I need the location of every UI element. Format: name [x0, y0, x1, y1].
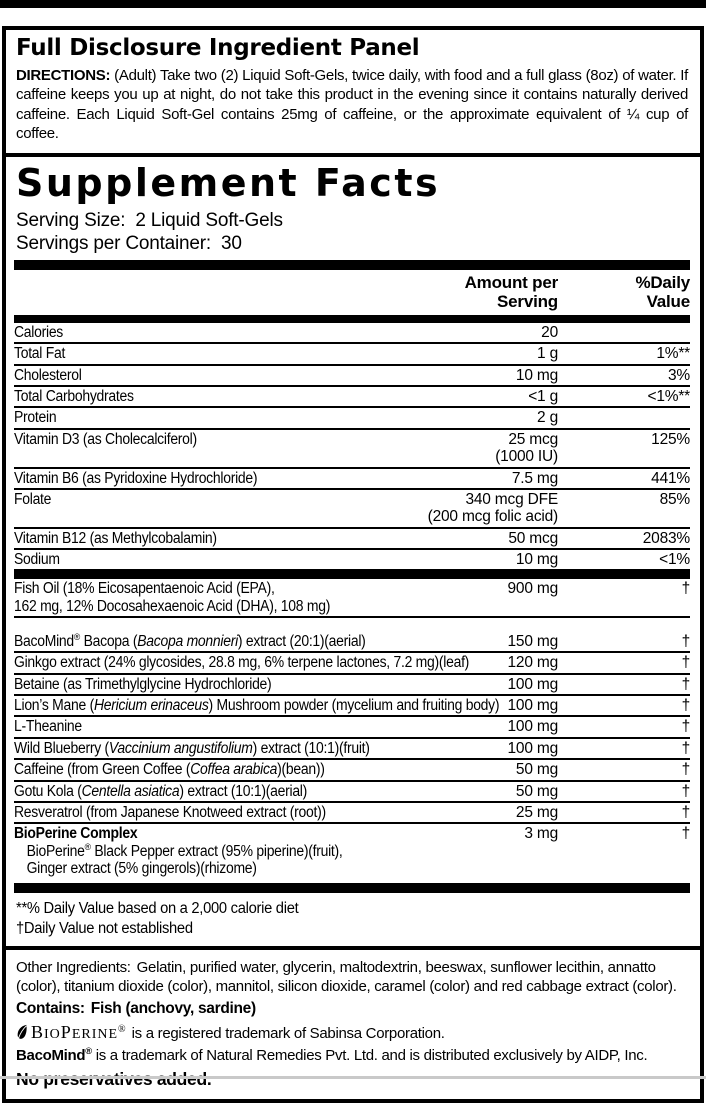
amount-cell: 7.5 mg — [511, 469, 558, 487]
amount-per-serving-header: Amount per Serving — [464, 272, 558, 311]
daily-value-cell: <1% — [659, 550, 690, 568]
nutrient-row — [14, 469, 690, 490]
daily-value-cell: † — [681, 739, 690, 757]
nutrient-row — [14, 490, 690, 529]
amount-cell: 3 mg — [524, 825, 558, 843]
registered-mark: ® — [118, 1023, 127, 1035]
ingredient-name: Vitamin B12 (as Methylcobalamin) — [14, 529, 217, 547]
amount-cell: 20 — [541, 324, 558, 341]
daily-value-cell: † — [681, 825, 690, 843]
daily-value-cell: † — [681, 580, 690, 598]
ingredient-row — [14, 632, 690, 653]
ingredient-row — [14, 675, 690, 696]
nutrient-row — [14, 366, 690, 387]
ingredient-name: Total Carbohydrates — [14, 388, 134, 406]
servings-per-container-value: 30 — [221, 232, 242, 254]
amount-cell: 2 g — [537, 409, 558, 427]
ingredient-name: Resveratrol (from Japanese Knotweed extract (root)) — [14, 803, 326, 821]
ingredient-name: Vitamin D3 (as Cholecalciferol) — [14, 430, 197, 448]
amount-cell: 340 mcg DFE (200 mcg folic acid) — [427, 490, 558, 526]
fish-oil-row — [14, 579, 690, 618]
nutrient-row — [14, 408, 690, 429]
bottom-edge-line — [0, 1076, 706, 1079]
bacomind-trademark-line: BacoMind® is a trademark of Natural Remedies Pvt. Ltd. and is distributed exclusively by AIDP, Inc. — [16, 1046, 648, 1065]
panel-title: Full Disclosure Ingredient Panel — [16, 35, 420, 61]
daily-value-cell: 85% — [659, 490, 690, 508]
daily-value-cell: † — [681, 675, 690, 693]
amount-cell: 100 mg — [507, 697, 558, 715]
ingredient-name: Fish Oil (18% Eicosapentaenoic Acid (EPA), 162 mg, 12% Docosahexaenoic Acid (DHA), 108 mg) — [14, 580, 331, 615]
daily-value-cell: † — [681, 803, 690, 821]
amount-cell: 100 mg — [507, 718, 558, 736]
divider-bar-thick — [14, 260, 690, 270]
botanical-rows — [14, 632, 690, 878]
directions-body: (Adult) Take two (2) Liquid Soft-Gels, twice daily, with food and a full glass (8oz) of water. If caffeine keeps you up at night, do not take this product in the evening since it contains naturally derived caffeine. Each Liquid Soft-Gel contains 25mg of caffeine, or the approximate equivalent of ¼ cup of coffee. — [16, 66, 688, 143]
other-ingredients-text: Gelatin, purified water, glycerin, maltodextrin, beeswax, sunflower lecithin, annatto (color), titanium dioxide (color), mannitol, silicon dioxide, caramel (color) and red cabbage extract (color). — [16, 958, 677, 996]
ingredient-name: Protein — [14, 409, 57, 427]
ingredient-sub-line: BioPerine® Black Pepper extract (95% piperine)(fruit), — [26, 841, 343, 860]
directions-label: DIRECTIONS: — [16, 66, 111, 84]
ingredient-name: BioPerine Complex BioPerine® Black Pepper extract (95% piperine)(fruit), Ginger extract (5% gingerols)(rhizome) — [14, 825, 396, 877]
nutrient-row — [14, 550, 690, 571]
daily-value-cell: 3% — [667, 366, 690, 384]
ingredient-name: L-Theanine — [14, 718, 82, 736]
serving-size-label: Serving Size: — [16, 209, 126, 231]
daily-value-footnote: **% Daily Value based on a 2,000 calorie diet — [16, 900, 299, 918]
footnotes — [16, 899, 690, 939]
ingredient-row — [14, 803, 690, 824]
divider-bar-thick — [14, 883, 690, 893]
ingredient-name: Calories — [14, 324, 64, 341]
bioperine-leaf-icon — [16, 1024, 29, 1040]
amount-cell: 100 mg — [507, 675, 558, 693]
daily-value-cell: † — [681, 718, 690, 736]
daily-value-cell: † — [681, 633, 690, 651]
daily-value-cell: † — [681, 654, 690, 672]
ingredient-row — [14, 782, 690, 803]
amount-cell: 50 mg — [515, 761, 558, 779]
ingredient-name: BacoMind® Bacopa (Bacopa monnieri) extract (20:1)(aerial) — [14, 631, 366, 651]
amount-cell: 900 mg — [507, 580, 558, 598]
servings-per-container-line — [16, 232, 690, 255]
ingredient-panel — [2, 26, 704, 1103]
amount-cell: 50 mcg — [508, 529, 558, 547]
other-ingredients-label: Other Ingredients: — [16, 958, 131, 976]
nutrient-row — [14, 344, 690, 365]
amount-cell: 25 mg — [515, 803, 558, 821]
ingredient-name: Lion’s Mane (Hericium erinaceus) Mushroom powder (mycelium and fruiting body) — [14, 697, 500, 715]
daily-value-cell: 441% — [651, 469, 690, 487]
contains-line — [16, 999, 690, 1019]
amount-cell: 120 mg — [507, 654, 558, 672]
amount-cell: 100 mg — [507, 739, 558, 757]
directions-box — [6, 30, 700, 157]
daily-value-cell: † — [681, 782, 690, 800]
supplement-facts-title: Supplement Facts — [16, 160, 441, 205]
ingredient-name: Caffeine (from Green Coffee (Coffea arabica)(bean)) — [14, 761, 325, 779]
ingredient-name: Wild Blueberry (Vaccinium angustifolium) extract (10:1)(fruit) — [14, 739, 370, 757]
bioperine-brand: BIOPERINE® — [31, 1021, 127, 1042]
other-ingredients-line — [16, 958, 690, 997]
amount-cell: 50 mg — [515, 782, 558, 800]
divider-bar-thick — [14, 315, 690, 323]
bioperine-trademark-text: is a registered trademark of Sabinsa Corporation. — [131, 1024, 445, 1042]
dagger-footnote: †Daily Value not established — [16, 920, 193, 938]
daily-value-cell: † — [681, 761, 690, 779]
amount-cell: <1 g — [528, 388, 558, 406]
contains-label: Contains: — [16, 999, 85, 1017]
daily-value-cell: † — [681, 697, 690, 715]
fish-oil-section — [14, 579, 690, 618]
ingredient-name: Ginkgo extract (24% glycosides, 28.8 mg, 6% terpene lactones, 7.2 mg)(leaf) — [14, 654, 470, 672]
ingredient-row — [14, 696, 690, 717]
amount-cell: 10 mg — [515, 366, 558, 384]
directions-text — [16, 66, 688, 144]
ingredient-sub-line: Ginger extract (5% gingerols)(rhizome) — [26, 859, 257, 877]
amount-cell: 25 mcg (1000 IU) — [495, 430, 558, 466]
amount-cell: 10 mg — [515, 550, 558, 568]
no-preservatives-line — [16, 1068, 690, 1091]
ingredient-name: Sodium — [14, 550, 60, 568]
daily-value-cell: 1%** — [656, 345, 690, 363]
top-edge-bar — [0, 0, 706, 8]
servings-per-container-label: Servings per Container: — [16, 232, 212, 254]
ingredient-name: Betaine (as Trimethylglycine Hydrochloride) — [14, 675, 272, 693]
ingredient-row — [14, 653, 690, 674]
ingredient-name: Vitamin B6 (as Pyridoxine Hydrochloride) — [14, 469, 258, 487]
ingredient-row — [14, 739, 690, 760]
contains-text: Fish (anchovy, sardine) — [90, 999, 256, 1017]
daily-value-header: %Daily Value — [635, 272, 690, 311]
amount-cell: 1 g — [537, 345, 558, 363]
section-gap — [14, 618, 690, 632]
ingredient-name: Total Fat — [14, 345, 66, 363]
nutrient-row — [14, 323, 690, 344]
serving-size-line — [16, 209, 690, 232]
column-header-row — [14, 270, 690, 315]
bioperine-trademark-line — [16, 1021, 690, 1045]
amount-cell: 150 mg — [507, 633, 558, 651]
ingredient-name: Gotu Kola (Centella asiatica) extract (10:1)(aerial) — [14, 782, 308, 800]
serving-size-value: 2 Liquid Soft-Gels — [135, 209, 283, 231]
daily-value-cell: 125% — [651, 430, 690, 448]
nutrient-rows — [14, 323, 690, 571]
nutrient-row — [14, 430, 690, 469]
ingredient-row — [14, 824, 690, 878]
nutrient-row — [14, 529, 690, 550]
supplement-facts-panel — [6, 157, 700, 946]
ingredient-row — [14, 760, 690, 781]
ingredient-name: Folate — [14, 490, 52, 508]
ingredient-name: Cholesterol — [14, 366, 82, 384]
divider-bar-thick — [14, 571, 690, 579]
ingredient-row — [14, 717, 690, 738]
daily-value-cell: <1%** — [647, 388, 690, 406]
daily-value-cell: 2083% — [642, 529, 690, 547]
nutrient-row — [14, 387, 690, 408]
